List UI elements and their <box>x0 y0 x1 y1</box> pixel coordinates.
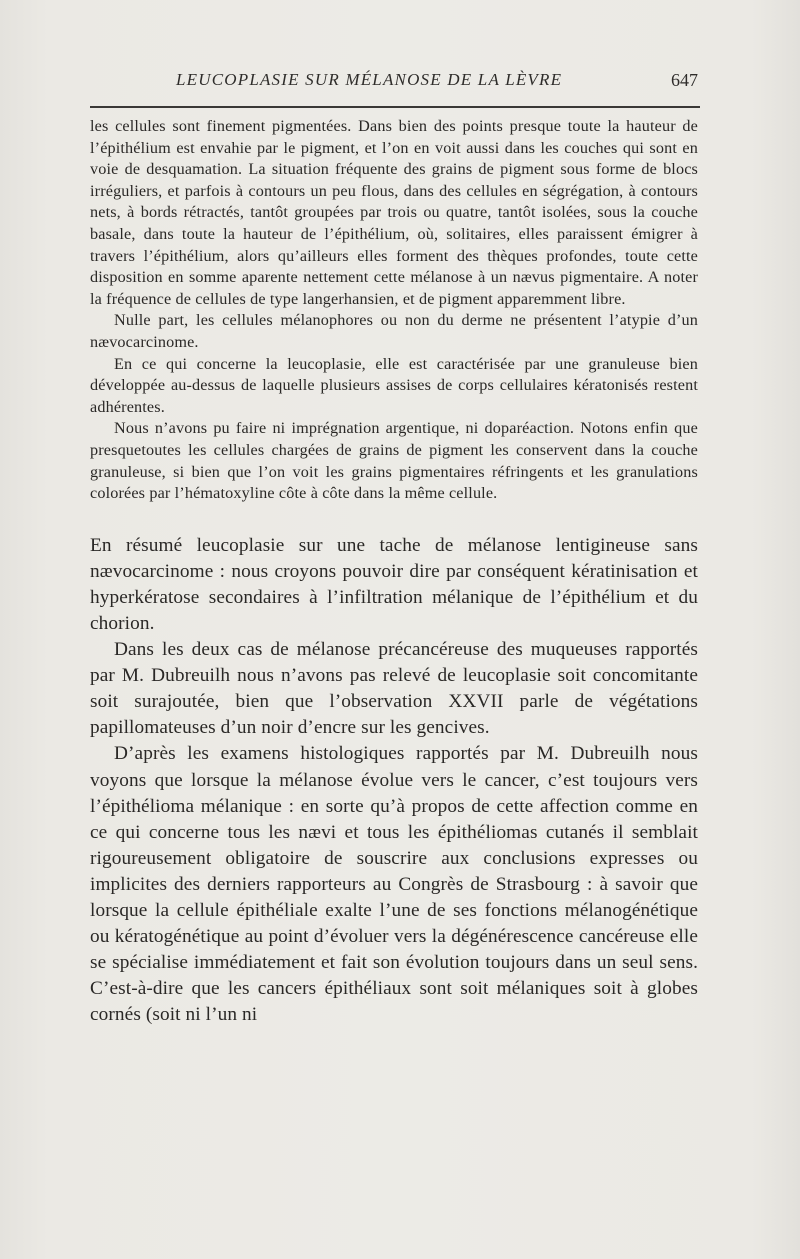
paragraph: les cellules sont finement pigmentées. Dans bien des points presque toute la hauteur de l’épithélium est envahie par le pigment, et l’on en voit aussi dans les couches qui sont en voie de desquamation. La situation fréquente des grains de pigment sous forme de blocs irréguliers, et parfois à contours un peu flous, dans des cellules en ségrégation, à contours nets, à bords rétractés, tantôt groupées par trois ou quatre, tantôt isolées, sous la couche basale, dans toute la hauteur de l’épithélium, où, solitaires, elles paraissent émigrer à travers l’épithélium, alors qu’ailleurs elles forment des thèques profondes, toute cette disposition en somme aparente nettement cette mélanose à un nævus pigmentaire. A noter la fréquence de cellules de type langerhansien, et de pigment apparemment libre. <box>90 117 698 308</box>
page-number: 647 <box>671 70 698 90</box>
paragraph: Nulle part, les cellules mélanophores ou non du derme ne présentent l’atypie d’un nævocarcinome. <box>90 311 698 351</box>
paragraph: Dans les deux cas de mélanose précancéreuse des muqueuses rapportés par M. Dubreuilh nous n’avons pas relevé de leucoplasie soit concomitante soit surajoutée, bien que l’observation XXVII parle de végétations papillomateuses d’un noir d’encre sur les gencives. <box>90 639 698 739</box>
paragraph: Nous n’avons pu faire ni imprégnation argentique, ni doparéaction. Notons enfin que presquetoutes les cellules chargées de grains de pigment les conservent dans la couche granuleuse, si bien que l’on voit les grains pigmentaires réfringents et les granulations colorées par l’hématoxyline côte à côte dans la même cellule. <box>90 419 698 503</box>
page-header <box>90 70 700 100</box>
paragraph: D’après les examens histologiques rapportés par M. Dubreuilh nous voyons que lorsque la mélanose évolue vers le cancer, c’est toujours vers l’épithélioma mélanique : en sorte qu’à propos de cette affection comme en ce qui concerne tous les nævi et tous les épithéliomas cutanés il semblait rigoureusement obligatoire de souscrire aux conclusions expresses ou implicites des derniers rapporteurs au Congrès de Strasbourg : à savoir que lorsque la cellule épithéliale exalte l’une de ses fonctions mélanogénétique ou kératogénétique au point d’évoluer vers la dégénérescence cancéreuse elle se spécialise immédiatement et fait son évolution toujours dans un seul sens. C’est-à-dire que les cancers épithéliaux sont soit mélaniques soit à globes cornés (soit ni l’un ni <box>90 743 698 1026</box>
paragraph: En résumé leucoplasie sur une tache de mélanose lentigineuse sans nævocarcinome : nous croyons pouvoir dire par conséquent kératinisation et hyperkératose secondaires à l’infiltration mélanique de l’épithélium et du chorion. <box>90 534 698 634</box>
running-title: LEUCOPLASIE SUR MÉLANOSE DE LA LÈVRE <box>176 70 563 89</box>
page-body <box>90 116 698 1028</box>
small-print-section <box>90 116 698 505</box>
header-rule <box>90 106 700 108</box>
main-text-section <box>90 533 698 1029</box>
paragraph: En ce qui concerne la leucoplasie, elle est caractérisée par une granuleuse bien développée au-dessus de laquelle plusieurs assises de corps cellulaires kératonisés restent adhérentes. <box>90 354 698 416</box>
